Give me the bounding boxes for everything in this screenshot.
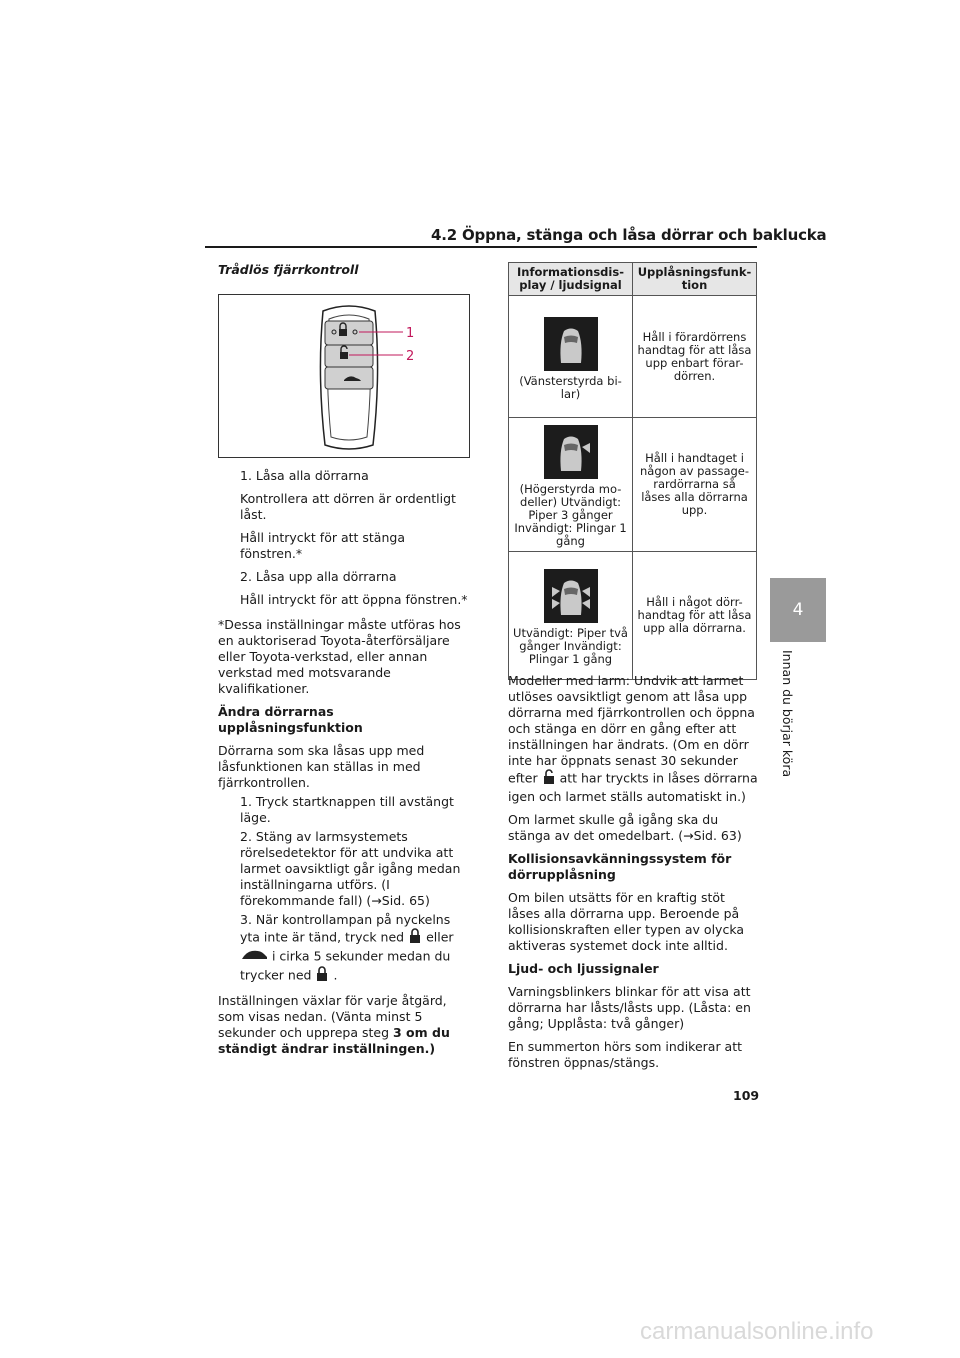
right-column (508, 673, 758, 1078)
alarm-paragraph: Modeller med larm: Undvik att larmet utlöses oavsiktligt genom att låsa upp dörrarna med fjärrkontrollen och öppna och stänga en dörr en gång efter att inställningen har ändrats. (Om en dörr inte har öppnats senast 30 sekunder efter att har tryckts in låses dörrarna igen och larmet ställs automatiskt in.) (508, 673, 758, 804)
table-cell-function: Håll i handtaget i någon av passage-rardörrarna så låses alla dörrarna upp. (633, 418, 757, 552)
list-item: 1. Låsa alla dörrarna (240, 468, 369, 483)
step-item: 1. Tryck startknappen till avstängt läge. (240, 794, 454, 825)
table-cell-display (509, 552, 633, 680)
chapter-number: 4 (792, 600, 804, 620)
section-title: Trådlös fjärrkontroll (218, 262, 359, 277)
chapter-tab[interactable] (770, 578, 826, 642)
table-cell-function: Håll i något dörr-handtag för att låsa upp alla dörrarna. (633, 552, 757, 680)
callout-2: 2 (406, 349, 415, 364)
car-display-icon (544, 569, 598, 623)
table-cell-display (509, 418, 633, 552)
table-header-display: Informationsdis-play / ljudsignal (509, 263, 633, 296)
table-header-function: Upplåsningsfunk-tion (633, 263, 757, 296)
car-display-icon (544, 425, 598, 479)
lock-icon (315, 966, 329, 986)
step-item: 2. Stäng av larmsystemets rörelsedetektor för att undvika att larmet oavsiktligt går igång medan inställningarna utförs. (I förekommande fall) (→Sid. 65) (240, 829, 461, 908)
unlock-settings-table (508, 262, 757, 680)
page-number: 109 (733, 1088, 760, 1103)
trunk-icon (240, 948, 268, 966)
table-caption: (Vänsterstyrda bi-lar) (519, 373, 622, 401)
table-caption: (Högerstyrda mo-deller) Utvändigt: Piper 3 gånger Invändigt: Plingar 1 gång (514, 482, 627, 548)
key-fob-figure (218, 294, 470, 458)
subheading: Ljud- och ljussignaler (508, 961, 659, 976)
table-caption: Utvändigt: Piper två gånger Invändigt: Plingar 1 gång (513, 626, 628, 666)
callout-1: 1 (406, 326, 415, 341)
list-detail: Håll intryckt för att öppna fönstren.* (240, 592, 468, 607)
subheading: Kollisionsavkänningssystem för dörrupplåsning (508, 851, 732, 882)
step-item: 3. När kontrollampan på nyckelns yta inte är tänd, tryck ned eller i cirka 5 sekunder medan du trycker ned . (218, 912, 470, 986)
list-item: 2. Låsa upp alla dörrarna (240, 569, 397, 584)
signals-paragraph: Varningsblinkers blinkar för att visa att dörrarna har låsts/låsts upp. (Låsta: en gång; Upplåsta: två gånger) (508, 984, 751, 1031)
alarm-stop-paragraph: Om larmet skulle gå igång ska du stänga av det omedelbart. (→Sid. 63) (508, 812, 742, 843)
car-display-icon (544, 317, 598, 371)
lock-icon (408, 928, 422, 948)
page-header-title: 4.2 Öppna, stänga och låsa dörrar och baklucka (431, 226, 827, 244)
table-cell-function: Håll i förardörrens handtag för att låsa upp enbart förar-dörren. (633, 296, 757, 418)
closing-paragraph: Inställningen växlar för varje åtgärd, som visas nedan. (Vänta minst 5 sekunder och upprepa steg 3 om du ständigt ändrar inställningen.) (218, 993, 450, 1056)
lock-icon (542, 769, 556, 789)
list-detail: Kontrollera att dörren är ordentligt låst. (240, 491, 456, 522)
header-rule (205, 246, 757, 248)
list-detail: Håll intryckt för att stänga fönstren.* (240, 530, 405, 561)
left-column (218, 468, 470, 1064)
collision-paragraph: Om bilen utsätts för en kraftig stöt låses alla dörrarna upp. Beroende på kollisionskraften eller typen av olycka aktiveras systemet dock inte alltid. (508, 890, 744, 953)
buzzer-paragraph: En summerton hörs som indikerar att fönstren öppnas/stängs. (508, 1039, 743, 1070)
intro-paragraph: Dörrarna som ska låsas upp med låsfunktionen kan ställas in med fjärrkontrollen. (218, 743, 425, 790)
watermark: carmanualsonline.info (640, 1318, 874, 1345)
chapter-label: Innan du börjar köra (780, 650, 795, 778)
subheading: Ändra dörrarnas upplåsningsfunktion (218, 704, 363, 735)
footnote: *Dessa inställningar måste utföras hos en auktoriserad Toyota-återförsäljare eller Toyota-verkstad, eller annan verkstad med motsvarande kvalifikationer. (218, 617, 461, 696)
table-cell-display (509, 296, 633, 418)
key-fob-illustration (219, 295, 469, 457)
